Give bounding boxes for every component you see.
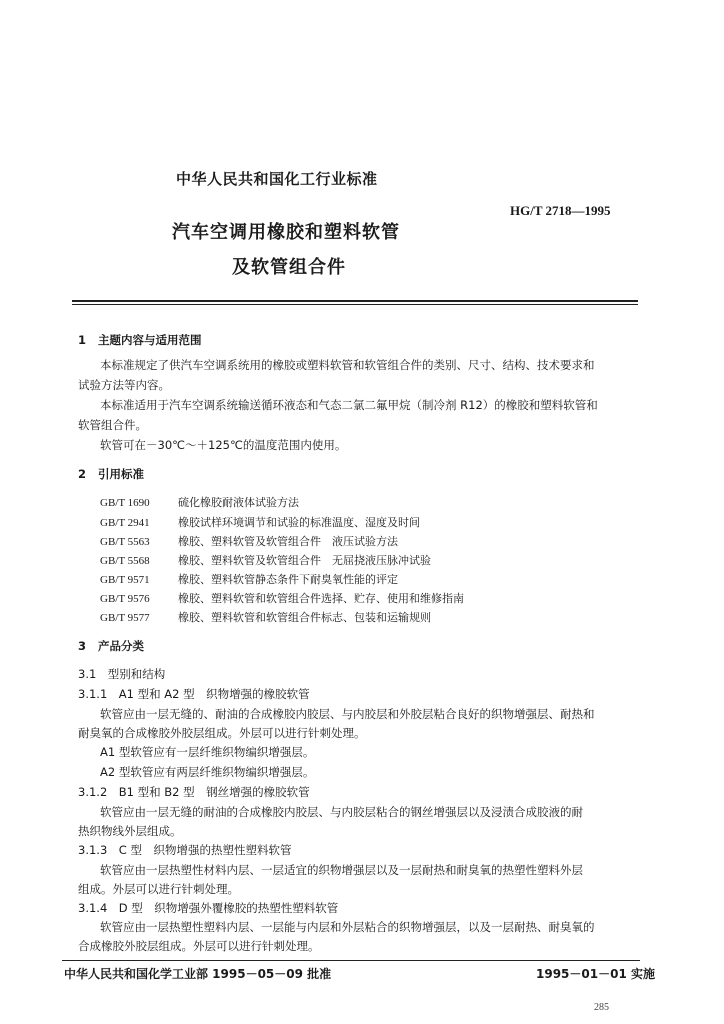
subsection-3-1-1-heading: 3.1.1 A1 型和 A2 型 织物增强的橡胶软管 (78, 687, 310, 701)
document-title-line2: 及软管组合件 (232, 257, 346, 278)
reference-code: GB/T 1690 (100, 497, 150, 509)
implementation-date: 1995－01－01 实施 (536, 967, 655, 981)
reference-item (100, 552, 431, 568)
section-1-para-1-line-1: 本标准规定了供汽车空调系统用的橡胶或塑料软管和软管组合件的类别、尺寸、结构、技术要求和 (100, 358, 595, 372)
subsection-3-1-heading: 3.1 型别和结构 (78, 667, 166, 681)
section-1-number: 1 (78, 333, 87, 347)
subsection-3-1-1-para-1-line-1: 软管应由一层无缝的、耐油的合成橡胶内胶层、与内胶层和外胶层粘合良好的织物增强层、耐热和 (100, 707, 595, 721)
reference-title: 橡胶试样环境调节和试验的标准温度、湿度及时间 (178, 516, 420, 529)
approval-line: 中华人民共和国化学工业部 1995－05－09 批准 (64, 967, 332, 981)
subsection-3-1-2-para-1-line-2: 热织物线外层组成。 (78, 824, 182, 838)
reference-item (100, 494, 299, 510)
reference-item (100, 609, 431, 625)
reference-code: GB/T 2941 (100, 517, 150, 529)
subsection-3-1-1-para-1-line-2: 耐臭氧的合成橡胶外胶层组成。外层可以进行针刺处理。 (78, 726, 366, 740)
section-1-title: 主题内容与适用范围 (98, 333, 202, 347)
page-number: 285 (594, 1002, 609, 1013)
subsection-3-1-2-heading: 3.1.2 B1 型和 B2 型 钢丝增强的橡胶软管 (78, 785, 310, 799)
section-1-para-3: 软管可在－30℃～＋125℃的温度范围内使用。 (100, 438, 347, 452)
reference-code: GB/T 9576 (100, 593, 150, 605)
reference-item (100, 590, 464, 606)
section-3-number: 3 (78, 639, 87, 653)
reference-title: 橡胶、塑料软管静态条件下耐臭氧性能的评定 (178, 573, 398, 586)
document-title-line1: 汽车空调用橡胶和塑料软管 (172, 222, 400, 243)
reference-code: GB/T 9577 (100, 612, 150, 624)
section-3-heading (78, 638, 144, 654)
section-1-para-2-line-1: 本标准适用于汽车空调系统输送循环液态和气态二氯二氟甲烷（制冷剂 R12）的橡胶和塑料软管和 (100, 398, 598, 412)
reference-code: GB/T 5563 (100, 536, 150, 548)
issuing-authority: 中华人民共和国化工行业标准 (176, 170, 378, 188)
reference-title: 硫化橡胶耐液体试验方法 (178, 496, 299, 509)
reference-item (100, 571, 398, 587)
reference-title: 橡胶、塑料软管及软管组合件 无屈挠液压脉冲试验 (178, 554, 431, 567)
reference-code: GB/T 9571 (100, 574, 150, 586)
reference-item (100, 533, 398, 549)
reference-title: 橡胶、塑料软管和软管组合件标志、包装和运输规则 (178, 611, 431, 624)
subsection-3-1-3-heading: 3.1.3 C 型 织物增强的热塑性塑料软管 (78, 843, 292, 857)
subsection-3-1-4-para-1-line-1: 软管应由一层热塑性塑料内层、一层能与内层和外层粘合的织物增强层，以及一层耐热、耐臭氧的 (100, 920, 595, 934)
section-1-para-1-line-2: 试验方法等内容。 (78, 378, 170, 392)
reference-title: 橡胶、塑料软管及软管组合件 液压试验方法 (178, 535, 398, 548)
subsection-3-1-3-para-1-line-1: 软管应由一层热塑性材料内层、一层适宜的织物增强层以及一层耐热和耐臭氧的热塑性塑料外层 (100, 863, 583, 877)
subsection-3-1-1-para-2: A1 型软管应有一层纤维织物编织增强层。 (100, 745, 315, 759)
reference-title: 橡胶、塑料软管和软管组合件选择、贮存、使用和维修指南 (178, 592, 464, 605)
section-1-heading (78, 332, 202, 348)
subsection-3-1-3-para-1-line-2: 组成。外层可以进行针刺处理。 (78, 882, 239, 896)
section-1-para-2-line-2: 软管组合件。 (78, 418, 147, 432)
footer-divider (62, 960, 640, 961)
reference-code: GB/T 5568 (100, 555, 150, 567)
section-2-title: 引用标准 (98, 467, 144, 481)
header-divider (72, 300, 638, 302)
header-divider-thin (72, 304, 638, 305)
section-3-title: 产品分类 (98, 639, 144, 653)
subsection-3-1-4-para-1-line-2: 合成橡胶外胶层组成。外层可以进行针刺处理。 (78, 939, 320, 953)
subsection-3-1-2-para-1-line-1: 软管应由一层无缝的耐油的合成橡胶内胶层、与内胶层粘合的钢丝增强层以及浸渍合成胶液的耐 (100, 805, 583, 819)
reference-item (100, 514, 420, 530)
section-2-number: 2 (78, 467, 87, 481)
section-2-heading (78, 466, 144, 482)
standard-number: HG/T 2718—1995 (510, 203, 611, 218)
subsection-3-1-1-para-3: A2 型软管应有两层纤维织物编织增强层。 (100, 765, 315, 779)
subsection-3-1-4-heading: 3.1.4 D 型 织物增强外覆橡胶的热塑性塑料软管 (78, 901, 339, 915)
